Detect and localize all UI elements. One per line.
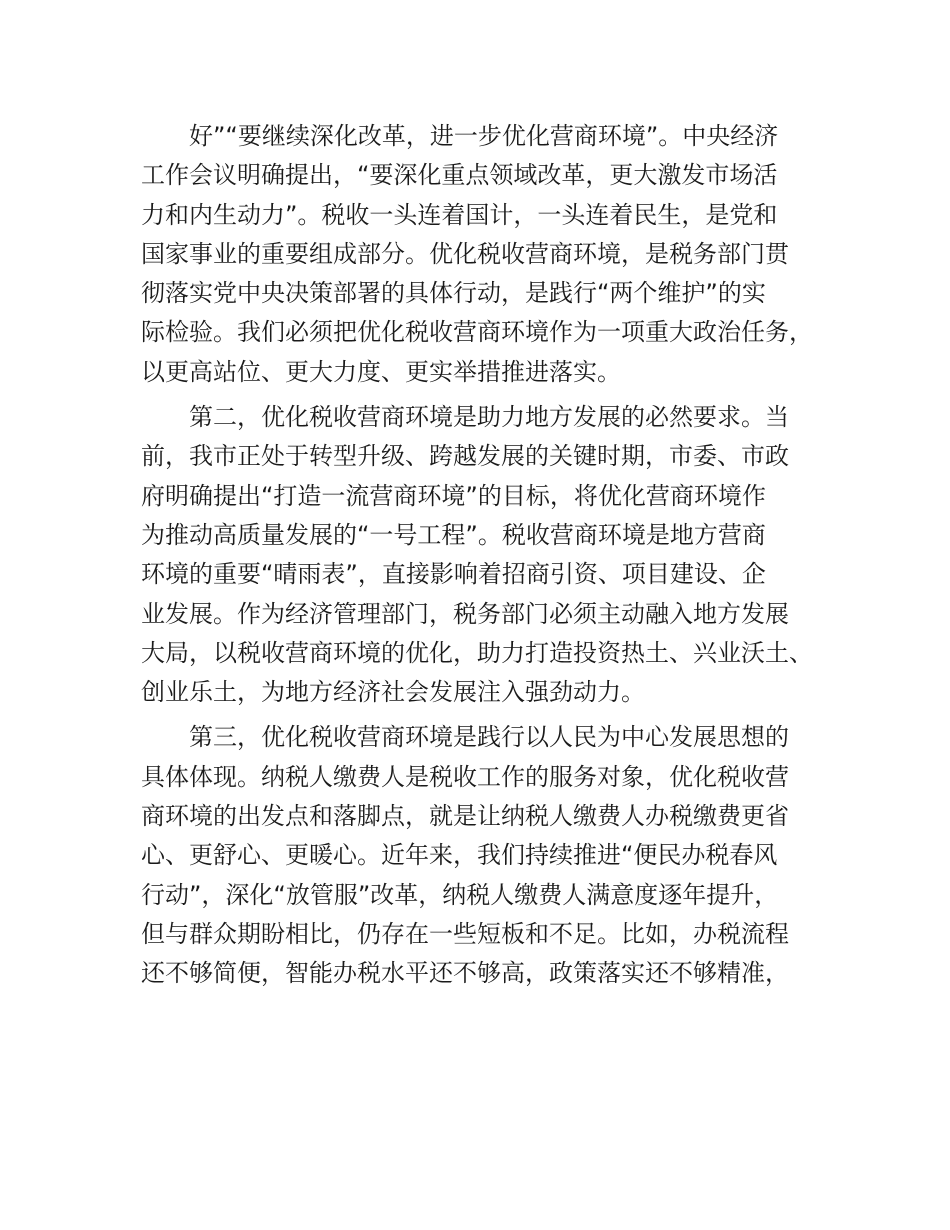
- paragraph-1: [141, 117, 841, 392]
- text-line: 行动”，深化“放管服”改革，纳税人缴费人满意度逐年提升，: [141, 880, 779, 909]
- text-line: 彻落实党中央决策部署的具体行动，是践行“两个维护”的实: [141, 279, 766, 308]
- text-line: 为推动高质量发展的“一号工程”。税收营商环境是地方营商: [141, 520, 766, 549]
- text-line: 际检验。我们必须把优化税收营商环境作为一项重大政治任务，: [141, 318, 813, 347]
- text-line: 国家事业的重要组成部分。优化税收营商环境，是税务部门贯: [141, 239, 789, 268]
- document-body: [141, 117, 841, 994]
- text-line: 前，我市正处于转型升级、跨越发展的关键时期，市委、市政: [141, 442, 789, 471]
- text-line: 具体体现。纳税人缴费人是税收工作的服务对象，优化税收营: [141, 762, 789, 791]
- text-line: 环境的重要“晴雨表”，直接影响着招商引资、项目建设、企: [141, 560, 766, 589]
- text-line: 还不够简便，智能办税水平还不够高，政策落实还不够精准，: [141, 959, 789, 988]
- paragraph-2: [141, 398, 841, 712]
- text-line: 第二，优化税收营商环境是助力地方发展的必然要求。当: [189, 403, 789, 432]
- text-line: 业发展。作为经济管理部门，税务部门必须主动融入地方发展: [141, 599, 789, 628]
- text-line: 创业乐土，为地方经济社会发展注入强劲动力。: [141, 678, 645, 707]
- text-line: 商环境的出发点和落脚点，就是让纳税人缴费人办税缴费更省: [141, 802, 789, 831]
- text-line: 大局，以税收营商环境的优化，助力打造投资热土、兴业沃土、: [141, 638, 813, 667]
- text-line: 第三，优化税收营商环境是践行以人民为中心发展思想的: [189, 723, 789, 752]
- text-line: 工作会议明确提出，“要深化重点领域改革，更大激发市场活: [141, 161, 778, 190]
- text-line: 府明确提出“打造一流营商环境”的目标，将优化营商环境作: [141, 481, 766, 510]
- text-line: 力和内生动力”。税收一头连着国计，一头连着民生，是党和: [141, 200, 778, 229]
- text-line: 以更高站位、更大力度、更实举措推进落实。: [141, 357, 621, 386]
- text-line: 但与群众期盼相比，仍存在一些短板和不足。比如，办税流程: [141, 919, 789, 948]
- text-line: 好”“要继续深化改革，进一步优化营商环境”。中央经济: [189, 122, 779, 150]
- text-line: 心、更舒心、更暖心。近年来，我们持续推进“便民办税春风: [141, 841, 778, 870]
- paragraph-3: [141, 718, 841, 993]
